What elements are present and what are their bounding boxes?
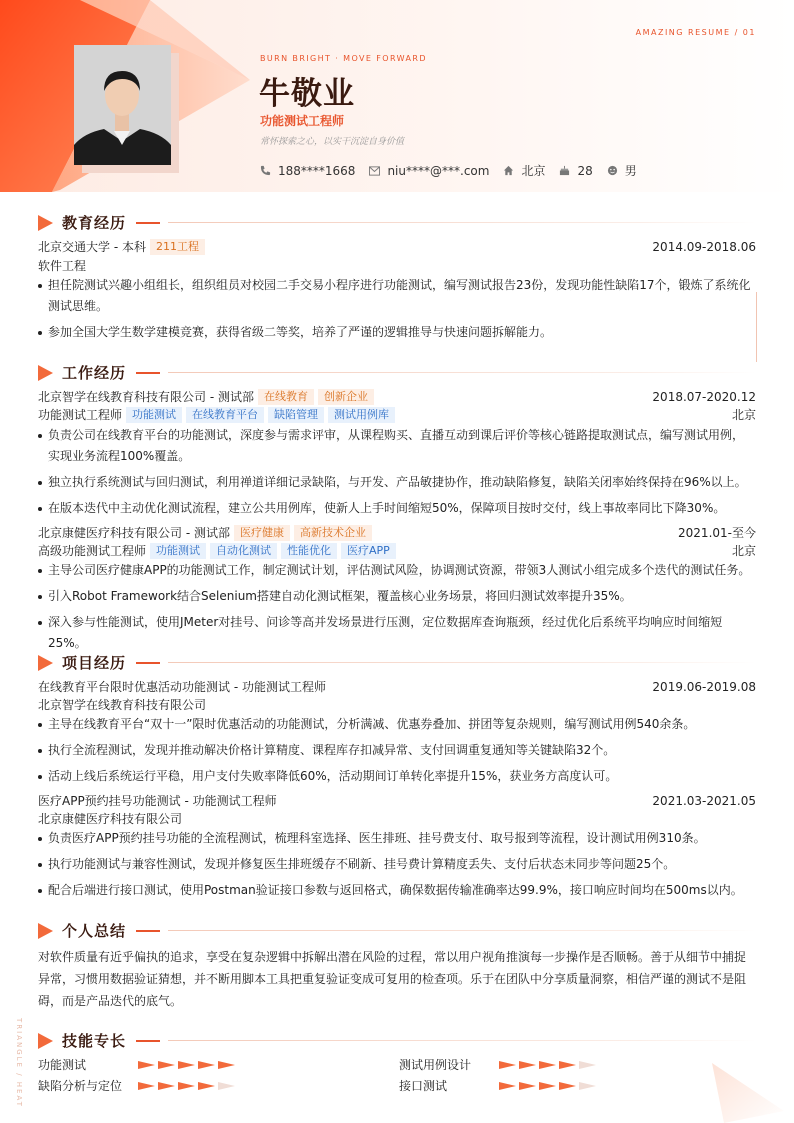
skill-level-mark [539,1061,556,1069]
skill-item [399,1056,599,1073]
skill-level-mark [499,1061,516,1069]
divider [168,930,756,931]
skill-level-mark [499,1082,516,1090]
company-text: 北京智学在线教育科技有限公司 - 测试部 [38,390,254,404]
list-item [38,880,756,901]
section-title: 个人总结 [62,922,127,940]
list-item [38,828,756,849]
contact-phone [260,164,355,178]
role-tag: 医疗APP [341,543,396,559]
side-text: TRIANGLE / HEAT [15,1018,23,1108]
list-item [38,714,756,735]
home-icon [503,165,514,176]
list-item [38,766,756,787]
bullet-text: 测试思维。 [48,299,109,313]
portrait-image [74,45,171,165]
section-title: 教育经历 [62,214,127,232]
list-item [38,498,756,519]
avatar [74,45,171,165]
triangle-icon [38,1033,53,1049]
mail-icon [369,166,380,176]
email-text: niu****@***.com [387,163,490,178]
education-date: 2014.09-2018.06 [652,239,756,254]
role-tag: 功能测试 [126,407,182,423]
side-line [756,292,757,362]
contact-bar [260,162,651,179]
role-tag: 自动化测试 [210,543,277,559]
skill-level-mark [158,1061,175,1069]
company-text: 北京康健医疗科技有限公司 [38,812,183,826]
company-tag: 高新技术企业 [294,525,372,541]
list-item [38,275,756,317]
phone-text: 188****1668 [278,163,356,178]
contact-city [503,162,545,179]
candidate-name: 牛敬业 [259,76,355,112]
bullet-text: 主导公司医疗健康APP的功能测试工作，制定测试计划，评估测试风险，协调测试资源，带领3人测试小组完成多个迭代的测试任务。 [48,563,751,577]
list-item [38,560,756,581]
work-header [38,388,756,405]
project-date: 2019.06-2019.08 [652,679,756,694]
bullet-text: 负责医疗APP预约挂号功能的全流程测试，梳理科室选择、医生排班、挂号费支付、取号报到等流程，设计测试用例310条。 [48,831,706,845]
bullet-text: 执行功能测试与兼容性测试，发现并修复医生排班缓存不刷新、挂号费计算精度丢失、支付后状态未同步等问题25个。 [48,857,676,871]
skill-name: 测试用例设计 [399,1058,472,1072]
skill-item [38,1077,238,1094]
role-tag: 测试用例库 [328,407,395,423]
cake-icon [559,165,570,176]
bullet-text: 参加全国大学生数学建模竞赛，获得省级二等奖，培养了严谨的逻辑推导与快速问题拆解能力。 [48,325,553,339]
skill-level-mark [178,1061,195,1069]
role-text: 高级功能测试工程师 [38,544,147,558]
bullet-text: 深入参与性能测试，使用JMeter对挂号、问诊等高并发场景进行压测，定位数据库查询瓶颈，经过优化后系统平均响应时间缩短25%。 [48,615,723,650]
phone-icon [260,165,271,176]
bullet-text: 配合后端进行接口测试，使用Postman验证接口参数与返回格式，确保数据传输准确率达99.9%，接口响应时间均在500ms以内。 [48,883,743,897]
skill-name: 缺陷分析与定位 [38,1079,123,1093]
divider [136,662,160,664]
slogan: 常怀探索之心，以实干沉淀自身价值 [260,137,405,147]
triangle-icon [38,365,53,381]
section-summary [38,920,756,941]
divider [168,1040,756,1041]
corner-decoration [704,1063,794,1123]
skill-level-mark [138,1082,155,1090]
role-tag: 在线教育平台 [186,407,264,423]
skill-level [499,1061,599,1069]
skill-level-mark [519,1082,536,1090]
contact-gender [607,162,637,179]
bullet-text: 负责公司在线教育平台的功能测试，深度参与需求评审，从课程购买、直播互动到课后评价等核心链路提取测试点，编写测试用例， [48,428,745,442]
project-title: 在线教育平台限时优惠活动功能测试 - 功能测试工程师 [38,680,326,694]
work-role [38,406,756,423]
work-date: 2018.07-2020.12 [652,389,756,404]
job-title: 功能测试工程师 [260,114,345,128]
divider [168,222,756,223]
age-text: 28 [577,163,593,178]
skill-name: 功能测试 [38,1058,87,1072]
list-item [38,322,756,343]
project-title: 医疗APP预约挂号功能测试 - 功能测试工程师 [38,794,277,808]
skill-level-mark [519,1061,536,1069]
bullet-text: 实现业务流程100%覆盖。 [48,449,191,463]
education-major [38,257,756,274]
work-role [38,542,756,559]
skill-level [138,1082,238,1090]
divider [136,1040,160,1042]
list-item [38,854,756,875]
work-city: 北京 [731,408,756,422]
company-tag: 创新企业 [318,389,374,405]
work-date: 2021.01-至今 [678,526,756,540]
gender-text: 男 [624,164,637,178]
work-city: 北京 [731,544,756,558]
skill-level-mark [559,1061,576,1069]
project-date: 2021.03-2021.05 [652,793,756,808]
skill-level [499,1082,599,1090]
bullet-text: 引入Robot Framework结合Selenium搭建自动化测试框架，覆盖核心业务场景，将回归测试效率提升35%。 [48,589,632,603]
list-item [38,740,756,761]
section-title: 技能专长 [62,1032,127,1050]
divider [168,662,756,663]
bullet-text: 主导在线教育平台“双十一”限时优惠活动的功能测试，分析满减、优惠券叠加、拼团等复杂规则，编写测试用例540余条。 [48,717,696,731]
top-tag: AMAZING RESUME / 01 [635,28,756,37]
skill-item [399,1077,599,1094]
role-tag: 性能优化 [281,543,337,559]
company-text: 北京智学在线教育科技有限公司 [38,698,207,712]
major-text: 软件工程 [38,259,87,273]
school-line: 北京交通大学 - 本科 [38,240,146,254]
list-item [38,612,756,654]
bullet-text: 独立执行系统测试与回归测试，利用禅道详细记录缺陷，与开发、产品敏捷协作，推动缺陷修复，缺陷关闭率始终保持在96%以上。 [48,475,747,489]
bullet-text: 在版本迭代中主动优化测试流程，建立公共用例库，使新人上手时间缩短50%，保障项目按时交付，线上事故率同比下降30%。 [48,501,726,515]
company-text: 北京康健医疗科技有限公司 - 测试部 [38,526,230,540]
company-tag: 医疗健康 [234,525,290,541]
skill-level-mark [218,1082,235,1090]
section-projects [38,652,756,673]
section-work [38,362,756,383]
face-icon [607,165,618,176]
bullet-text: 担任院测试兴趣小组组长，组织组员对校园二手交易小程序进行功能测试，编写测试报告23份，发现功能性缺陷17个，锻炼了系统化 [48,278,751,292]
skill-name: 接口测试 [399,1079,448,1093]
skill-level-mark [579,1082,596,1090]
project-header [38,792,756,809]
triangle-icon [38,215,53,231]
project-company [38,810,756,827]
company-tag: 在线教育 [258,389,314,405]
education-header [38,238,756,255]
skill-level-mark [559,1082,576,1090]
role-tag: 功能测试 [150,543,206,559]
list-item [38,472,756,493]
role-tag: 缺陷管理 [268,407,324,423]
section-skills [38,1030,756,1051]
summary-text: 对软件质量有近乎偏执的追求，享受在复杂逻辑中拆解出潜在风险的过程，常以用户视角推演每一步操作是否顺畅。善于从细节中捕捉异常，习惯用数据验证猜想，并不断用脚本工具把重复验证变成可复用的检查项。乐于在团队中分享质量洞察，相信严谨的测试不是阻碍，而是产品迭代的底气。 [38,950,747,1008]
motto: BURN BRIGHT · MOVE FORWARD [260,54,427,63]
divider [168,372,756,373]
contact-email [369,164,489,178]
contact-age [559,164,592,178]
skill-level [138,1061,238,1069]
divider [136,222,160,224]
bullet-text: 活动上线后系统运行平稳，用户支付失败率降低60%，活动期间订单转化率提升15%，获业务方高度认可。 [48,769,618,783]
skill-level-mark [198,1082,215,1090]
skill-level-mark [138,1061,155,1069]
triangle-icon [38,655,53,671]
skill-level-mark [539,1082,556,1090]
project-company [38,696,756,713]
section-education [38,212,756,233]
skill-item [38,1056,238,1073]
section-title: 工作经历 [62,364,127,382]
section-title: 项目经历 [62,654,127,672]
skill-level-mark [218,1061,235,1069]
education-tag: 211工程 [150,239,205,255]
role-text: 功能测试工程师 [38,408,123,422]
bullet-text: 执行全流程测试，发现并推动解决价格计算精度、课程库存扣减异常、支付回调重复通知等关键缺陷32个。 [48,743,616,757]
project-header [38,678,756,695]
skill-level-mark [178,1082,195,1090]
list-item [38,425,756,467]
work-header [38,524,756,541]
skill-level-mark [158,1082,175,1090]
list-item [38,586,756,607]
divider [136,930,160,932]
skill-level-mark [579,1061,596,1069]
city-text: 北京 [521,164,546,178]
triangle-icon [38,923,53,939]
skill-level-mark [198,1061,215,1069]
divider [136,372,160,374]
